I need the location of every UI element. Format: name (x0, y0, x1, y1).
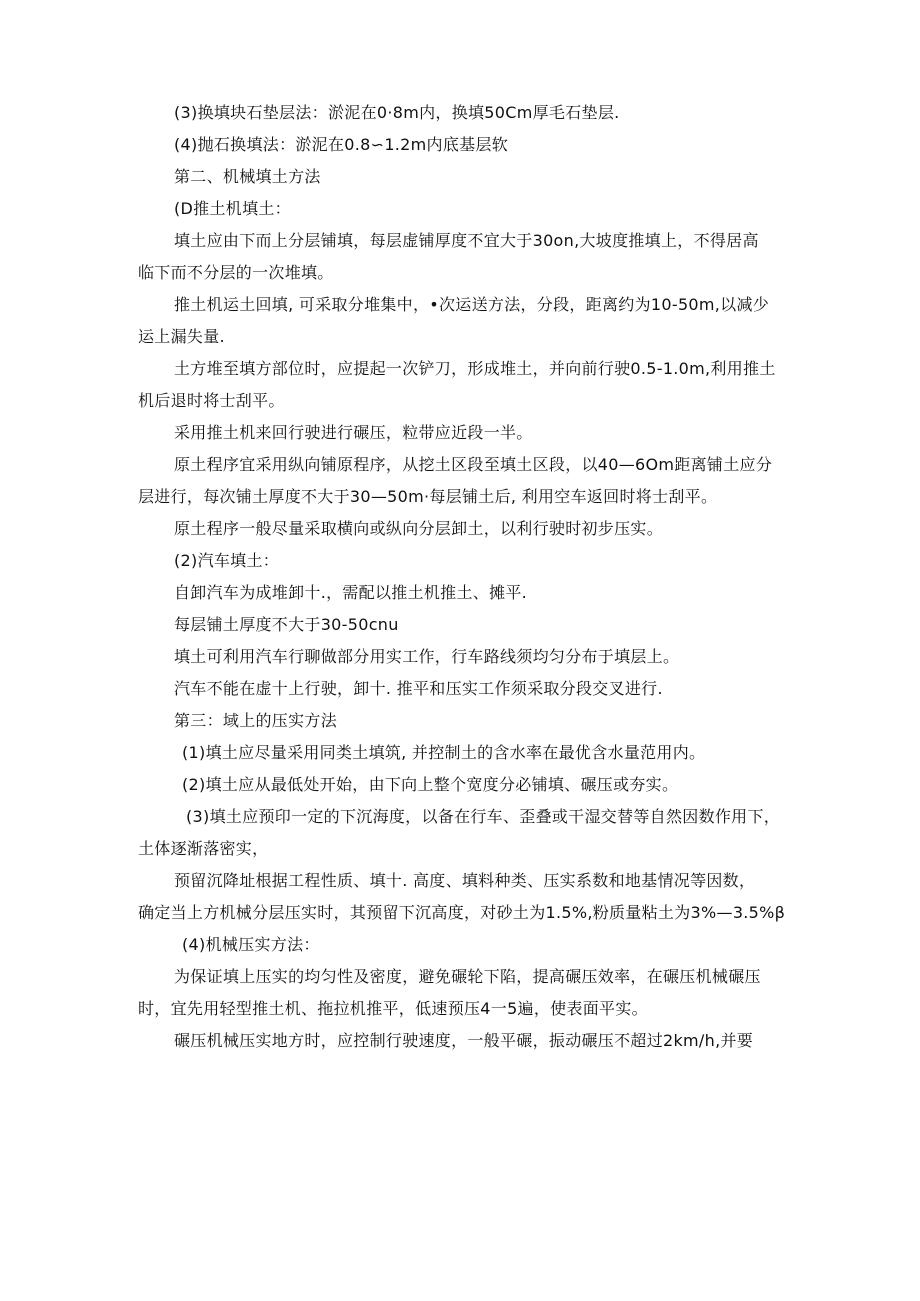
text-line: (3)填土应预印一定的下沉海度，以备在行车、歪叠或干湿交替等自然因数作用下， (186, 807, 781, 826)
text-line: 自卸汽车为成堆卸十.，需配以推土机推土、摊平. (174, 583, 528, 602)
text-line: 每层铺土厚度不大于30-50cnu (174, 615, 399, 634)
text-line: 层进行，每次铺土厚度不大于30—50m·每层铺土后, 利用空车返回时将士刮平。 (138, 487, 718, 506)
document-body (138, 97, 798, 1057)
text-line: 第二、机械填土方法 (174, 167, 321, 186)
text-line: 为保证填上压实的均匀性及密度，避免碾轮下陷，提高碾压效率，在碾压机械碾压 (174, 967, 761, 986)
text-line: (D推土机填土： (174, 199, 291, 218)
text-line: 推土机运土回填, 可采取分堆集中，•次运送方法，分段，距离约为10-50m,以减少 (174, 295, 770, 314)
text-line: 土方堆至填方部位时，应提起一次铲刀，形成堆土，并向前行驶0.5-1.0m,利用推土 (174, 359, 776, 378)
text-line: (4)抛石换填法：淤泥在0.8∽1.2m内底基层软 (174, 135, 509, 154)
text-line: (2)汽车填土： (174, 551, 280, 570)
text-line: 碾压机械压实地方时，应控制行驶速度，一般平碾，振动碾压不超过2km∕h,并要 (174, 1031, 754, 1050)
text-line: 临下而不分层的一次堆填。 (138, 263, 334, 282)
text-line: (1)填土应尽量采用同类土填筑, 并控制土的含水率在最优含水量范用内。 (182, 743, 706, 762)
text-line: 土体逐渐落密实， (138, 839, 269, 858)
text-line: (3)换填块石垫层法：淤泥在0·8m内，换填50Cm厚毛石垫层. (174, 103, 620, 122)
text-line: 填土可利用汽车行聊做部分用实工作，行车路线须均匀分布于填层上。 (174, 647, 680, 666)
text-line: 原土程序宜采用纵向铺原程序，从挖土区段至填土区段，以40—6Om距离铺土应分 (174, 455, 773, 474)
text-line: (4)机械压实方法： (182, 935, 320, 954)
text-line: 填土应由下而上分层铺填，每层虚铺厚度不宜大于30on,大坡度推填上，不得居高 (174, 231, 759, 250)
text-line: 采用推土机来回行驶进行碾压，粒带应近段一半。 (174, 423, 533, 442)
text-line: 确定当上方机械分层压实时，其预留下沉高度，对砂土为1.5%,粉质量粘土为3%—3.5%β (138, 903, 786, 922)
text-line: 汽车不能在虚十上行驶，卸十. 推平和压实工作须采取分段交叉进行. (174, 679, 663, 698)
text-line: (2)填土应从最低处开始，由下向上整个宽度分必铺填、碾压或夯实。 (182, 775, 679, 794)
text-line: 第三：域上的压实方法 (174, 711, 338, 730)
text-line: 运上漏失量. (138, 327, 225, 346)
text-line: 机后退时将士刮平。 (138, 391, 285, 410)
text-line: 预留沉降址根据工程性质、填十. 高度、填料种类、压实系数和地基情况等因数， (174, 871, 756, 890)
text-line: 时，宜先用轻型推土机、拖拉机推平，低速预压4一5遍，使表面平实。 (138, 999, 648, 1018)
text-line: 原土程序一般尽量采取横向或纵向分层卸土，以利行驶时初步压实。 (174, 519, 664, 538)
